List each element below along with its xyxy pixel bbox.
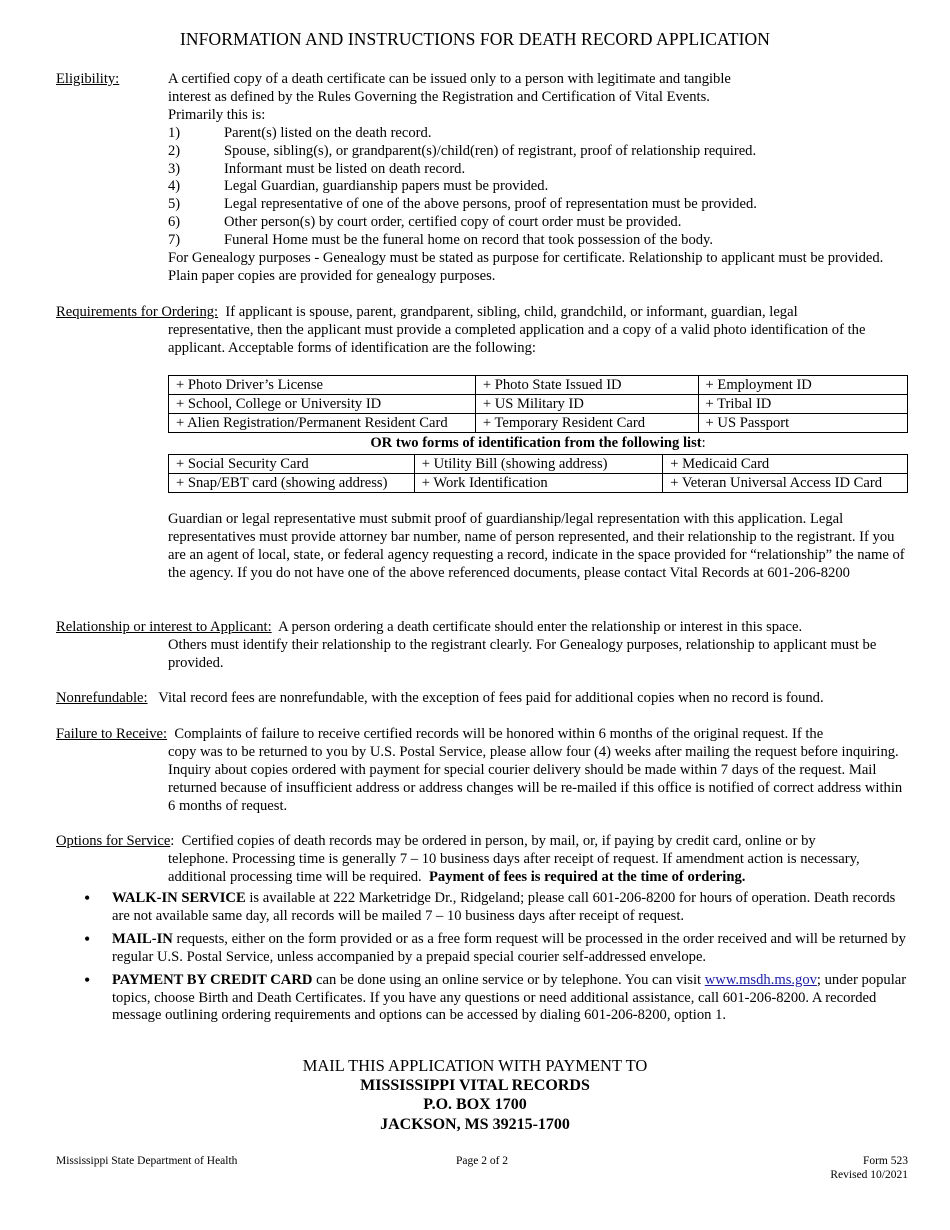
id-table-primary xyxy=(168,375,908,433)
table-row xyxy=(169,414,908,433)
table-cell: + Employment ID xyxy=(698,376,907,395)
mail-box: P.O. BOX 1700 xyxy=(423,1096,527,1113)
bullet-icon: • xyxy=(84,888,91,908)
footer-revised: Revised 10/2021 xyxy=(830,1169,908,1181)
requirements-label: Requirements for Ordering: xyxy=(56,304,219,320)
id-table-secondary xyxy=(168,454,908,493)
mail-heading: MAIL THIS APPLICATION WITH PAYMENT TO xyxy=(302,1056,648,1075)
failure-rest: copy was to be returned to you by U.S. Postal Service, please allow four (4) weeks after mailing the request before inquiring. Inquiry about copies ordered with payment for special courier delivery should be made within 7 days of the request. Mail returned because of insufficient address or address changes will be re-mailed if this office is notified of correct address within 6 months of request. xyxy=(168,743,903,814)
nonrefundable-section xyxy=(56,690,912,708)
table-cell: + Utility Bill (showing address) xyxy=(414,455,662,474)
table-cell: + Snap/EBT card (showing address) xyxy=(169,474,415,493)
list-item: 2) Spouse, sibling(s), or grandparent(s)/child(ren) of registrant, proof of relationship required. xyxy=(168,142,757,159)
table-cell: + Tribal ID xyxy=(698,395,907,414)
footer-page-number: Page 2 of 2 xyxy=(455,1155,509,1167)
list-item: 5) Legal representative of one of the above persons, proof of representation must be provided. xyxy=(168,196,757,213)
eligibility-label: Eligibility: xyxy=(56,71,120,87)
options-label: Options for Service xyxy=(56,833,171,849)
footer-form-info xyxy=(830,1154,908,1182)
list-item: 1) Parent(s) listed on the death record. xyxy=(168,124,432,141)
options-rest: telephone. Processing time is generally 7 – 10 business days after receipt of request. If amendment action is necessary, additional processing time will be required. Payment of fees is required at the time of ordering. xyxy=(168,850,860,885)
table-cell: + US Military ID xyxy=(475,395,698,414)
or-two-forms-heading: OR two forms of identification from the following list: xyxy=(370,435,706,451)
eligibility-section xyxy=(56,71,912,286)
page-title: INFORMATION AND INSTRUCTIONS FOR DEATH RECORD APPLICATION xyxy=(179,29,771,49)
table-cell: + Alien Registration/Permanent Resident Card xyxy=(169,414,476,433)
table-row xyxy=(169,474,908,493)
relationship-section xyxy=(56,619,912,673)
failure-section xyxy=(56,726,912,816)
list-item: • MAIL-IN requests, either on the form provided or as a free form request will be processed in the order received and will be returned by regular U.S. Postal Service, unless accompanied by a prepaid special courier self-addressed envelope. xyxy=(84,928,906,965)
nonrefundable-text: Vital record fees are nonrefundable, with the exception of fees paid for additional copies when no record is found. xyxy=(158,690,824,706)
table-row xyxy=(169,376,908,395)
nonrefundable-label: Nonrefundable: xyxy=(56,690,148,706)
table-row xyxy=(169,395,908,414)
requirements-section xyxy=(56,304,912,358)
table-cell: + Medicaid Card xyxy=(663,455,908,474)
table-cell: + Temporary Resident Card xyxy=(475,414,698,433)
service-options-list xyxy=(56,890,912,1030)
list-item: • PAYMENT BY CREDIT CARD can be done using an online service or by telephone. You can visit www.msdh.ms.gov; under popular topics, choose Birth and Death Certificates. If you have any questions or need additional assistance, call 601-206-8200. A recorded message outlining ordering requirements and options can be accessed by dialing 601-206-8200, option 1. xyxy=(84,969,907,1024)
payment-required-note: Payment of fees is required at the time of ordering. xyxy=(429,868,746,885)
list-item: • WALK-IN SERVICE is available at 222 Marketridge Dr., Ridgeland; please call 601-206-8200 for hours of operation. Death records are not available same day, all records will be mailed 7 – 10 business days after receipt of request. xyxy=(84,888,896,924)
footer-department: Mississippi State Department of Health xyxy=(56,1155,238,1167)
guardian-paragraph: Guardian or legal representative must submit proof of guardianship/legal representation with this application. Legal representatives must provide attorney bar number, name of person represented, and their relationship to the registrant. If you are an agent of local, state, or federal agency requesting a record, indicate in the space provided for “relationship” the name of the agency. If you do not have one of the above referenced documents, please contact Vital Records at 601-206-8200 xyxy=(168,511,905,581)
list-item: 4) Legal Guardian, guardianship papers must be provided. xyxy=(168,178,549,195)
table-cell: + Veteran Universal Access ID Card xyxy=(663,474,908,493)
eligibility-line: A certified copy of a death certificate can be issued only to a person with legitimate and tangible xyxy=(168,71,731,87)
genealogy-note: For Genealogy purposes - Genealogy must be stated as purpose for certificate. Relationship to applicant must be provided. Plain paper copies are provided for genealogy purposes. xyxy=(168,250,884,284)
requirements-first-line xyxy=(56,304,912,322)
relationship-label: Relationship or interest to Applicant: xyxy=(56,619,272,635)
msdh-website-link[interactable]: www.msdh.ms.gov xyxy=(704,971,817,988)
bullet-icon: • xyxy=(84,928,91,949)
eligibility-body xyxy=(56,71,912,286)
footer-form-number: Form 523 xyxy=(862,1155,908,1167)
table-cell: + Photo Driver’s License xyxy=(169,376,476,395)
eligibility-line: Primarily this is: xyxy=(168,106,266,123)
table-cell: + School, College or University ID xyxy=(169,395,476,414)
table-cell: + US Passport xyxy=(698,414,907,433)
requirements-rest: representative, then the applicant must provide a completed application and a copy of a valid photo identification of the applicant. Acceptable forms of identification are the following: xyxy=(168,321,866,356)
bullet-icon: • xyxy=(84,969,91,990)
table-cell: + Social Security Card xyxy=(169,455,415,474)
mail-org: MISSISSIPPI VITAL RECORDS xyxy=(360,1076,590,1094)
list-item: 6) Other person(s) by court order, certified copy of court order must be provided. xyxy=(168,214,682,231)
options-section: Options for Service: Certified copies of death records may be ordered in person, by mail, or, if paying by credit card, online or by telephone. Processing time is generally 7 – 10 business days after receipt of request. If amendment action is necessary, additional processing time will be required. Payment of fees is required at the time of ordering. xyxy=(56,833,912,887)
table-cell: + Photo State Issued ID xyxy=(475,376,698,395)
failure-label: Failure to Receive: xyxy=(56,726,168,742)
mailing-address-block xyxy=(0,1056,950,1134)
failure-line: Complaints of failure to receive certified records will be honored within 6 months of the original request. If the xyxy=(174,726,824,742)
mail-city: JACKSON, MS 39215-1700 xyxy=(380,1115,570,1133)
table-row xyxy=(169,455,908,474)
eligibility-line: interest as defined by the Rules Governing the Registration and Certification of Vital Events. xyxy=(168,88,710,105)
list-item: 3) Informant must be listed on death record. xyxy=(168,160,466,177)
relationship-line: A person ordering a death certificate should enter the relationship or interest in this space. xyxy=(278,619,803,635)
relationship-rest: Others must identify their relationship to the registrant clearly. For Genealogy purposes, relationship to applicant must be provided. xyxy=(168,636,877,671)
list-item: 7) Funeral Home must be the funeral home on record that took possession of the body. xyxy=(168,232,714,249)
options-line: Certified copies of death records may be ordered in person, by mail, or, if paying by credit card, online or by xyxy=(181,833,816,849)
table-cell: + Work Identification xyxy=(414,474,662,493)
requirements-line: If applicant is spouse, parent, grandparent, sibling, child, grandchild, or informant, guardian, legal xyxy=(225,304,798,320)
